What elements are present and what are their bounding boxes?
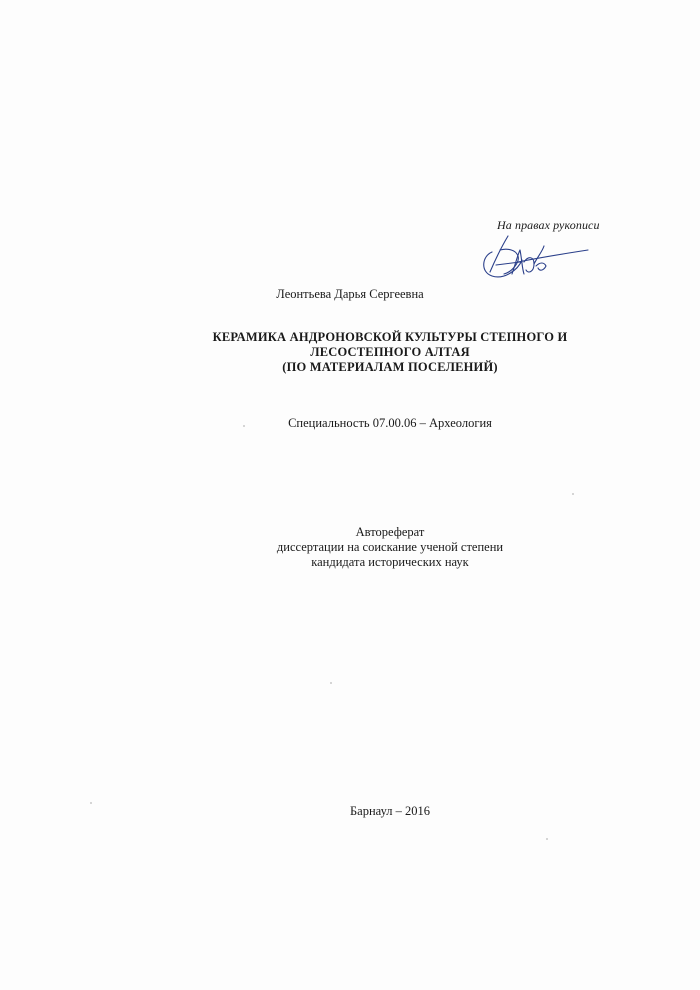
manuscript-note: На правах рукописи: [497, 218, 600, 232]
abstract-line: диссертации на соискание ученой степени: [276, 540, 504, 554]
signature-icon: [478, 232, 590, 284]
abstract-line: кандидата исторических наук: [311, 555, 469, 569]
scan-speck: [572, 493, 574, 495]
scan-speck: [546, 838, 548, 840]
abstract-block: [0, 525, 700, 570]
specialty: Специальность 07.00.06 – Археология: [288, 416, 492, 430]
scan-speck: [330, 682, 332, 684]
title-line: (ПО МАТЕРИАЛАМ ПОСЕЛЕНИЙ): [282, 360, 498, 374]
title-line: ЛЕСОСТЕПНОГО АЛТАЯ: [310, 345, 470, 359]
scan-speck: [243, 425, 245, 427]
scan-speck: [90, 802, 92, 804]
abstract-line: Автореферат: [355, 525, 425, 539]
dissertation-title: [0, 330, 700, 375]
title-line: КЕРАМИКА АНДРОНОВСКОЙ КУЛЬТУРЫ СТЕПНОГО И: [212, 330, 568, 344]
author-name: Леонтьева Дарья Сергеевна: [276, 287, 424, 301]
place-year: Барнаул – 2016: [349, 804, 431, 818]
